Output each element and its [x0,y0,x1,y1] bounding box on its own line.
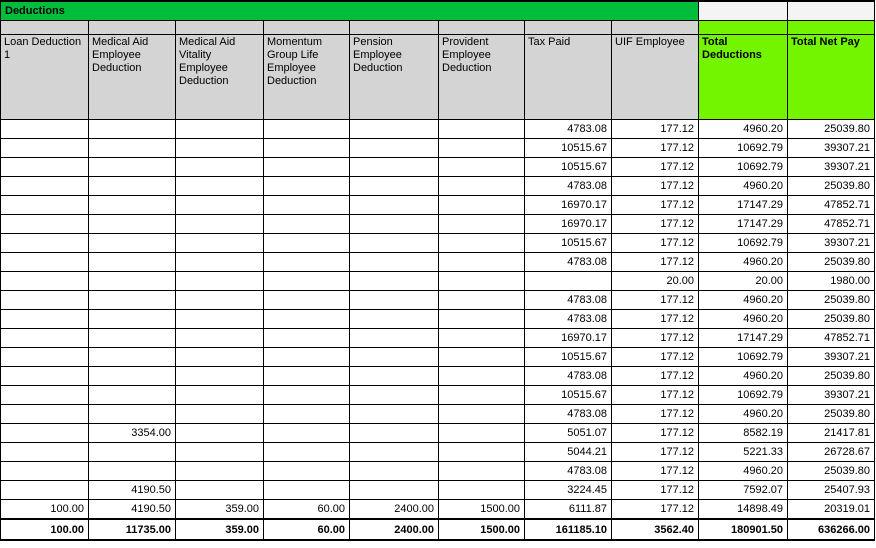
cell-uif-employee-row-8[interactable]: 177.12 [612,253,699,272]
cell-medical-aid-employee-deduction-row-18[interactable] [89,443,176,462]
table-row-6 [1,215,875,234]
cell-loan-deduction-1-row-8[interactable] [1,253,89,272]
cell-uif-employee-row-9[interactable]: 20.00 [612,272,699,291]
cell-uif-employee-row-21[interactable]: 177.12 [612,500,699,520]
spacer-cell-medical-aid-vitality-employee-deduction [176,21,264,35]
cell-loan-deduction-1-row-1[interactable] [1,120,89,139]
cell-uif-employee-row-3[interactable]: 177.12 [612,158,699,177]
table-row-1 [1,120,875,139]
table-row-19 [1,462,875,481]
cell-medical-aid-vitality-employee-deduction-row-13[interactable] [176,348,264,367]
column-header-total-deductions[interactable]: Total Deductions [699,35,788,120]
cell-total-net-pay-row-9[interactable]: 1980.00 [788,272,875,291]
cell-uif-employee-row-5[interactable]: 177.12 [612,196,699,215]
cell-momentum-group-life-employee-deduction-row-9[interactable] [264,272,350,291]
cell-medical-aid-vitality-employee-deduction-row-4[interactable] [176,177,264,196]
cell-total-net-pay-row-16[interactable]: 25039.80 [788,405,875,424]
total-cell-loan-deduction-1[interactable]: 100.00 [1,519,89,540]
cell-provident-employee-deduction-row-12[interactable] [439,329,525,348]
cell-total-deductions-row-8[interactable]: 4960.20 [699,253,788,272]
cell-uif-employee-row-15[interactable]: 177.12 [612,386,699,405]
cell-tax-paid-row-3[interactable]: 10515.67 [525,158,612,177]
cell-pension-employee-deduction-row-14[interactable] [350,367,439,386]
table-row-8 [1,253,875,272]
total-cell-medical-aid-vitality-employee-deduction[interactable]: 359.00 [176,519,264,540]
cell-total-deductions-row-6[interactable]: 17147.29 [699,215,788,234]
cell-tax-paid-row-11[interactable]: 4783.08 [525,310,612,329]
table-row-14 [1,367,875,386]
cell-pension-employee-deduction-row-17[interactable] [350,424,439,443]
table-row-11 [1,310,875,329]
cell-tax-paid-row-13[interactable]: 10515.67 [525,348,612,367]
spacer-cell-momentum-group-life-employee-deduction [264,21,350,35]
cell-medical-aid-vitality-employee-deduction-row-6[interactable] [176,215,264,234]
cell-momentum-group-life-employee-deduction-row-19[interactable] [264,462,350,481]
spacer-cell-loan-deduction-1 [1,21,89,35]
cell-pension-employee-deduction-row-19[interactable] [350,462,439,481]
cell-total-deductions-row-4[interactable]: 4960.20 [699,177,788,196]
table-row-12 [1,329,875,348]
cell-medical-aid-employee-deduction-row-4[interactable] [89,177,176,196]
cell-total-net-pay-row-10[interactable]: 25039.80 [788,291,875,310]
cell-total-net-pay-row-8[interactable]: 25039.80 [788,253,875,272]
cell-total-deductions-row-13[interactable]: 10692.79 [699,348,788,367]
table-row-5 [1,196,875,215]
cell-tax-paid-row-7[interactable]: 10515.67 [525,234,612,253]
spacer-cell-total-net-pay [788,21,875,35]
cell-tax-paid-row-19[interactable]: 4783.08 [525,462,612,481]
cell-medical-aid-employee-deduction-row-9[interactable] [89,272,176,291]
cell-pension-employee-deduction-row-9[interactable] [350,272,439,291]
cell-medical-aid-employee-deduction-row-21[interactable]: 4190.50 [89,500,176,520]
table-row-7 [1,234,875,253]
cell-momentum-group-life-employee-deduction-row-20[interactable] [264,481,350,500]
corner-cell-total-net-pay [788,1,875,21]
cell-medical-aid-vitality-employee-deduction-row-16[interactable] [176,405,264,424]
cell-provident-employee-deduction-row-2[interactable] [439,139,525,158]
cell-total-net-pay-row-5[interactable]: 47852.71 [788,196,875,215]
cell-medical-aid-employee-deduction-row-1[interactable] [89,120,176,139]
cell-pension-employee-deduction-row-20[interactable] [350,481,439,500]
cell-loan-deduction-1-row-20[interactable] [1,481,89,500]
cell-provident-employee-deduction-row-14[interactable] [439,367,525,386]
cell-medical-aid-vitality-employee-deduction-row-15[interactable] [176,386,264,405]
cell-tax-paid-row-15[interactable]: 10515.67 [525,386,612,405]
cell-loan-deduction-1-row-14[interactable] [1,367,89,386]
cell-total-deductions-row-1[interactable]: 4960.20 [699,120,788,139]
cell-medical-aid-vitality-employee-deduction-row-17[interactable] [176,424,264,443]
spacer-cell-uif-employee [612,21,699,35]
total-cell-pension-employee-deduction[interactable]: 2400.00 [350,519,439,540]
cell-tax-paid-row-10[interactable]: 4783.08 [525,291,612,310]
table-row-13 [1,348,875,367]
cell-medical-aid-vitality-employee-deduction-row-19[interactable] [176,462,264,481]
cell-uif-employee-row-14[interactable]: 177.12 [612,367,699,386]
cell-provident-employee-deduction-row-6[interactable] [439,215,525,234]
cell-total-net-pay-row-17[interactable]: 21417.81 [788,424,875,443]
total-cell-uif-employee[interactable]: 3562.40 [612,519,699,540]
cell-tax-paid-row-1[interactable]: 4783.08 [525,120,612,139]
spacer-cell-provident-employee-deduction [439,21,525,35]
cell-momentum-group-life-employee-deduction-row-3[interactable] [264,158,350,177]
cell-medical-aid-employee-deduction-row-19[interactable] [89,462,176,481]
cell-total-net-pay-row-20[interactable]: 25407.93 [788,481,875,500]
cell-total-deductions-row-9[interactable]: 20.00 [699,272,788,291]
table-row-3 [1,158,875,177]
cell-provident-employee-deduction-row-5[interactable] [439,196,525,215]
table-row-18 [1,443,875,462]
table-row-2 [1,139,875,158]
cell-momentum-group-life-employee-deduction-row-7[interactable] [264,234,350,253]
table-row-10 [1,291,875,310]
cell-medical-aid-employee-deduction-row-14[interactable] [89,367,176,386]
cell-pension-employee-deduction-row-5[interactable] [350,196,439,215]
cell-provident-employee-deduction-row-11[interactable] [439,310,525,329]
cell-medical-aid-employee-deduction-row-16[interactable] [89,405,176,424]
cell-medical-aid-vitality-employee-deduction-row-14[interactable] [176,367,264,386]
cell-total-deductions-row-14[interactable]: 4960.20 [699,367,788,386]
cell-pension-employee-deduction-row-16[interactable] [350,405,439,424]
cell-medical-aid-employee-deduction-row-8[interactable] [89,253,176,272]
cell-total-deductions-row-18[interactable]: 5221.33 [699,443,788,462]
cell-medical-aid-vitality-employee-deduction-row-9[interactable] [176,272,264,291]
cell-loan-deduction-1-row-15[interactable] [1,386,89,405]
cell-pension-employee-deduction-row-6[interactable] [350,215,439,234]
cell-uif-employee-row-6[interactable]: 177.12 [612,215,699,234]
cell-medical-aid-employee-deduction-row-20[interactable]: 4190.50 [89,481,176,500]
column-header-momentum-group-life-employee-deduction[interactable]: Momentum Group Life Employee Deduction [264,35,350,120]
cell-loan-deduction-1-row-18[interactable] [1,443,89,462]
cell-total-net-pay-row-15[interactable]: 39307.21 [788,386,875,405]
cell-uif-employee-row-16[interactable]: 177.12 [612,405,699,424]
cell-medical-aid-employee-deduction-row-7[interactable] [89,234,176,253]
table-row-17 [1,424,875,443]
report-title-row [1,1,875,21]
cell-momentum-group-life-employee-deduction-row-16[interactable] [264,405,350,424]
total-cell-medical-aid-employee-deduction[interactable]: 11735.00 [89,519,176,540]
table-row-9 [1,272,875,291]
cell-tax-paid-row-18[interactable]: 5044.21 [525,443,612,462]
cell-pension-employee-deduction-row-8[interactable] [350,253,439,272]
cell-pension-employee-deduction-row-7[interactable] [350,234,439,253]
cell-total-net-pay-row-18[interactable]: 26728.67 [788,443,875,462]
cell-tax-paid-row-12[interactable]: 16970.17 [525,329,612,348]
spacer-cell-total-deductions [699,21,788,35]
cell-momentum-group-life-employee-deduction-row-15[interactable] [264,386,350,405]
cell-medical-aid-employee-deduction-row-3[interactable] [89,158,176,177]
cell-medical-aid-vitality-employee-deduction-row-3[interactable] [176,158,264,177]
cell-medical-aid-vitality-employee-deduction-row-21[interactable]: 359.00 [176,500,264,520]
cell-momentum-group-life-employee-deduction-row-14[interactable] [264,367,350,386]
cell-loan-deduction-1-row-12[interactable] [1,329,89,348]
cell-total-net-pay-row-7[interactable]: 39307.21 [788,234,875,253]
cell-total-net-pay-row-2[interactable]: 39307.21 [788,139,875,158]
column-header-medical-aid-vitality-employee-deduction[interactable]: Medical Aid Vitality Employee Deduction [176,35,264,120]
cell-tax-paid-row-4[interactable]: 4783.08 [525,177,612,196]
column-header-total-net-pay[interactable]: Total Net Pay [788,35,875,120]
cell-medical-aid-employee-deduction-row-12[interactable] [89,329,176,348]
cell-tax-paid-row-14[interactable]: 4783.08 [525,367,612,386]
cell-momentum-group-life-employee-deduction-row-11[interactable] [264,310,350,329]
cell-uif-employee-row-10[interactable]: 177.12 [612,291,699,310]
cell-tax-paid-row-20[interactable]: 3224.45 [525,481,612,500]
cell-provident-employee-deduction-row-9[interactable] [439,272,525,291]
cell-total-deductions-row-12[interactable]: 17147.29 [699,329,788,348]
cell-momentum-group-life-employee-deduction-row-2[interactable] [264,139,350,158]
corner-cell-total-deductions [699,1,788,21]
cell-uif-employee-row-4[interactable]: 177.12 [612,177,699,196]
report-title: Deductions [1,1,699,21]
cell-momentum-group-life-employee-deduction-row-18[interactable] [264,443,350,462]
cell-medical-aid-vitality-employee-deduction-row-10[interactable] [176,291,264,310]
cell-uif-employee-row-2[interactable]: 177.12 [612,139,699,158]
cell-total-deductions-row-19[interactable]: 4960.20 [699,462,788,481]
cell-provident-employee-deduction-row-13[interactable] [439,348,525,367]
cell-medical-aid-employee-deduction-row-17[interactable]: 3354.00 [89,424,176,443]
cell-pension-employee-deduction-row-10[interactable] [350,291,439,310]
cell-tax-paid-row-6[interactable]: 16970.17 [525,215,612,234]
cell-momentum-group-life-employee-deduction-row-8[interactable] [264,253,350,272]
cell-medical-aid-employee-deduction-row-10[interactable] [89,291,176,310]
cell-pension-employee-deduction-row-2[interactable] [350,139,439,158]
cell-total-deductions-row-7[interactable]: 10692.79 [699,234,788,253]
cell-uif-employee-row-7[interactable]: 177.12 [612,234,699,253]
total-cell-total-deductions[interactable]: 180901.50 [699,519,788,540]
total-cell-momentum-group-life-employee-deduction[interactable]: 60.00 [264,519,350,540]
table-row-4 [1,177,875,196]
cell-pension-employee-deduction-row-11[interactable] [350,310,439,329]
cell-momentum-group-life-employee-deduction-row-12[interactable] [264,329,350,348]
cell-total-net-pay-row-11[interactable]: 25039.80 [788,310,875,329]
cell-loan-deduction-1-row-9[interactable] [1,272,89,291]
cell-total-deductions-row-3[interactable]: 10692.79 [699,158,788,177]
cell-loan-deduction-1-row-4[interactable] [1,177,89,196]
cell-provident-employee-deduction-row-15[interactable] [439,386,525,405]
cell-uif-employee-row-13[interactable]: 177.12 [612,348,699,367]
cell-medical-aid-employee-deduction-row-13[interactable] [89,348,176,367]
cell-loan-deduction-1-row-5[interactable] [1,196,89,215]
cell-medical-aid-vitality-employee-deduction-row-20[interactable] [176,481,264,500]
cell-medical-aid-employee-deduction-row-5[interactable] [89,196,176,215]
cell-uif-employee-row-20[interactable]: 177.12 [612,481,699,500]
cell-provident-employee-deduction-row-3[interactable] [439,158,525,177]
cell-uif-employee-row-17[interactable]: 177.12 [612,424,699,443]
cell-pension-employee-deduction-row-21[interactable]: 2400.00 [350,500,439,520]
cell-tax-paid-row-16[interactable]: 4783.08 [525,405,612,424]
cell-pension-employee-deduction-row-1[interactable] [350,120,439,139]
cell-medical-aid-employee-deduction-row-11[interactable] [89,310,176,329]
cell-medical-aid-employee-deduction-row-2[interactable] [89,139,176,158]
spacer-cell-tax-paid [525,21,612,35]
cell-medical-aid-vitality-employee-deduction-row-11[interactable] [176,310,264,329]
cell-total-net-pay-row-21[interactable]: 20319.01 [788,500,875,520]
cell-medical-aid-vitality-employee-deduction-row-2[interactable] [176,139,264,158]
cell-provident-employee-deduction-row-21[interactable]: 1500.00 [439,500,525,520]
cell-total-deductions-row-17[interactable]: 8582.19 [699,424,788,443]
cell-total-deductions-row-10[interactable]: 4960.20 [699,291,788,310]
cell-total-deductions-row-11[interactable]: 4960.20 [699,310,788,329]
spacer-row [1,21,875,35]
cell-provident-employee-deduction-row-10[interactable] [439,291,525,310]
cell-momentum-group-life-employee-deduction-row-6[interactable] [264,215,350,234]
cell-pension-employee-deduction-row-4[interactable] [350,177,439,196]
cell-momentum-group-life-employee-deduction-row-17[interactable] [264,424,350,443]
cell-pension-employee-deduction-row-3[interactable] [350,158,439,177]
cell-total-deductions-row-5[interactable]: 17147.29 [699,196,788,215]
spacer-cell-pension-employee-deduction [350,21,439,35]
cell-tax-paid-row-8[interactable]: 4783.08 [525,253,612,272]
cell-loan-deduction-1-row-16[interactable] [1,405,89,424]
cell-medical-aid-vitality-employee-deduction-row-7[interactable] [176,234,264,253]
cell-loan-deduction-1-row-21[interactable]: 100.00 [1,500,89,520]
table-row-21 [1,500,875,520]
cell-provident-employee-deduction-row-17[interactable] [439,424,525,443]
cell-provident-employee-deduction-row-19[interactable] [439,462,525,481]
cell-total-net-pay-row-13[interactable]: 39307.21 [788,348,875,367]
table-row-20 [1,481,875,500]
cell-medical-aid-vitality-employee-deduction-row-5[interactable] [176,196,264,215]
cell-momentum-group-life-employee-deduction-row-4[interactable] [264,177,350,196]
cell-momentum-group-life-employee-deduction-row-13[interactable] [264,348,350,367]
table-row-16 [1,405,875,424]
cell-medical-aid-employee-deduction-row-15[interactable] [89,386,176,405]
cell-loan-deduction-1-row-3[interactable] [1,158,89,177]
totals-row [1,519,875,540]
cell-total-deductions-row-20[interactable]: 7592.07 [699,481,788,500]
cell-provident-employee-deduction-row-8[interactable] [439,253,525,272]
cell-medical-aid-vitality-employee-deduction-row-18[interactable] [176,443,264,462]
cell-provident-employee-deduction-row-7[interactable] [439,234,525,253]
cell-tax-paid-row-9[interactable] [525,272,612,291]
cell-uif-employee-row-11[interactable]: 177.12 [612,310,699,329]
cell-total-net-pay-row-4[interactable]: 25039.80 [788,177,875,196]
cell-total-net-pay-row-1[interactable]: 25039.80 [788,120,875,139]
cell-provident-employee-deduction-row-20[interactable] [439,481,525,500]
cell-loan-deduction-1-row-2[interactable] [1,139,89,158]
cell-tax-paid-row-21[interactable]: 6111.87 [525,500,612,520]
cell-medical-aid-vitality-employee-deduction-row-8[interactable] [176,253,264,272]
total-cell-tax-paid[interactable]: 161185.10 [525,519,612,540]
spacer-cell-medical-aid-employee-deduction [89,21,176,35]
cell-uif-employee-row-12[interactable]: 177.12 [612,329,699,348]
cell-provident-employee-deduction-row-4[interactable] [439,177,525,196]
cell-pension-employee-deduction-row-13[interactable] [350,348,439,367]
cell-momentum-group-life-employee-deduction-row-21[interactable]: 60.00 [264,500,350,520]
column-header-tax-paid[interactable]: Tax Paid [525,35,612,120]
cell-total-net-pay-row-19[interactable]: 25039.80 [788,462,875,481]
column-header-pension-employee-deduction[interactable]: Pension Employee Deduction [350,35,439,120]
cell-loan-deduction-1-row-13[interactable] [1,348,89,367]
cell-medical-aid-vitality-employee-deduction-row-1[interactable] [176,120,264,139]
cell-momentum-group-life-employee-deduction-row-5[interactable] [264,196,350,215]
cell-provident-employee-deduction-row-1[interactable] [439,120,525,139]
column-header-provident-employee-deduction[interactable]: Provident Employee Deduction [439,35,525,120]
cell-loan-deduction-1-row-11[interactable] [1,310,89,329]
cell-tax-paid-row-17[interactable]: 5051.07 [525,424,612,443]
column-header-row [1,35,875,120]
cell-medical-aid-employee-deduction-row-6[interactable] [89,215,176,234]
cell-tax-paid-row-2[interactable]: 10515.67 [525,139,612,158]
cell-total-deductions-row-21[interactable]: 14898.49 [699,500,788,520]
total-cell-total-net-pay[interactable]: 636266.00 [788,519,875,540]
cell-total-net-pay-row-14[interactable]: 25039.80 [788,367,875,386]
cell-loan-deduction-1-row-19[interactable] [1,462,89,481]
cell-tax-paid-row-5[interactable]: 16970.17 [525,196,612,215]
table-row-15 [1,386,875,405]
total-cell-provident-employee-deduction[interactable]: 1500.00 [439,519,525,540]
cell-loan-deduction-1-row-17[interactable] [1,424,89,443]
cell-momentum-group-life-employee-deduction-row-10[interactable] [264,291,350,310]
column-header-medical-aid-employee-deduction[interactable]: Medical Aid Employee Deduction [89,35,176,120]
cell-loan-deduction-1-row-7[interactable] [1,234,89,253]
cell-uif-employee-row-18[interactable]: 177.12 [612,443,699,462]
cell-total-deductions-row-15[interactable]: 10692.79 [699,386,788,405]
column-header-uif-employee[interactable]: UIF Employee [612,35,699,120]
cell-total-net-pay-row-3[interactable]: 39307.21 [788,158,875,177]
cell-pension-employee-deduction-row-12[interactable] [350,329,439,348]
cell-medical-aid-vitality-employee-deduction-row-12[interactable] [176,329,264,348]
cell-loan-deduction-1-row-6[interactable] [1,215,89,234]
cell-total-deductions-row-16[interactable]: 4960.20 [699,405,788,424]
cell-uif-employee-row-1[interactable]: 177.12 [612,120,699,139]
cell-provident-employee-deduction-row-18[interactable] [439,443,525,462]
cell-total-net-pay-row-6[interactable]: 47852.71 [788,215,875,234]
cell-uif-employee-row-19[interactable]: 177.12 [612,462,699,481]
cell-provident-employee-deduction-row-16[interactable] [439,405,525,424]
column-header-loan-deduction-1[interactable]: Loan Deduction 1 [1,35,89,120]
cell-total-net-pay-row-12[interactable]: 47852.71 [788,329,875,348]
cell-pension-employee-deduction-row-18[interactable] [350,443,439,462]
cell-total-deductions-row-2[interactable]: 10692.79 [699,139,788,158]
cell-pension-employee-deduction-row-15[interactable] [350,386,439,405]
cell-loan-deduction-1-row-10[interactable] [1,291,89,310]
cell-momentum-group-life-employee-deduction-row-1[interactable] [264,120,350,139]
